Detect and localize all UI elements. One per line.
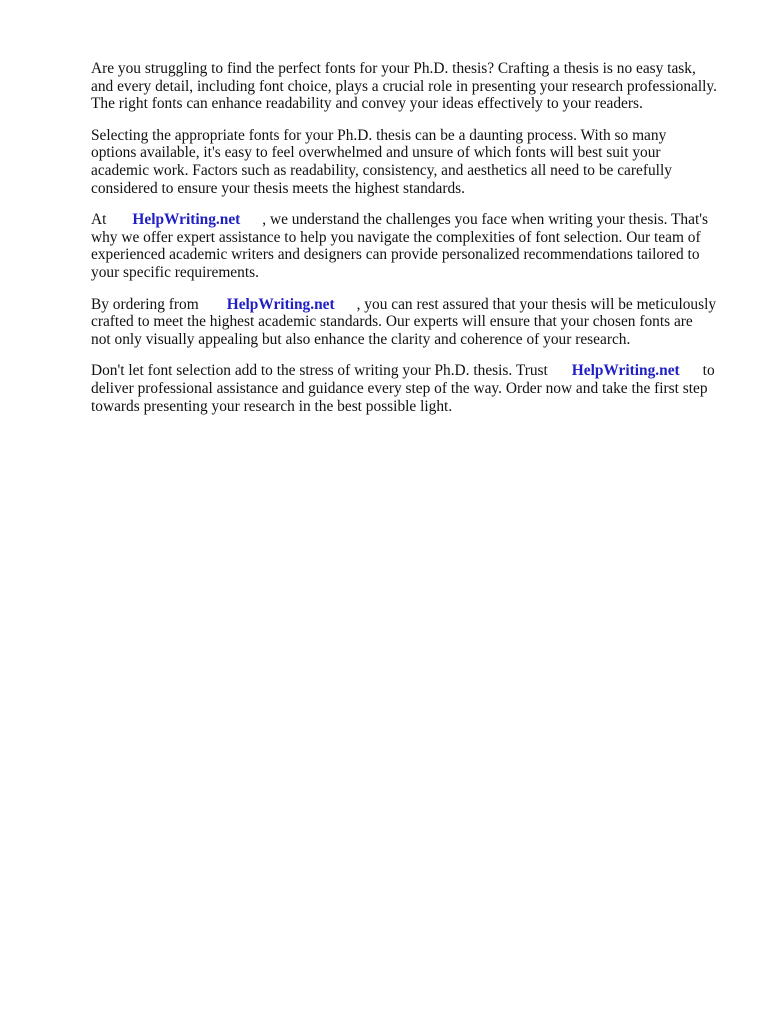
paragraph-trust: [91, 362, 731, 415]
text-fragment: Don't let font selection add to the stress of writing your Ph.D. thesis. Trust: [91, 362, 548, 380]
text-fragment: , we understand the challenges you face when writing your thesis. That's: [262, 211, 709, 229]
text-line: why we offer expert assistance to help you navigate the complexities of font selection. Our team of: [91, 228, 701, 246]
text-fragment: By ordering from: [91, 295, 199, 313]
helpwriting-link[interactable]: HelpWriting.net: [226, 295, 335, 313]
text-line: [91, 362, 731, 380]
text-line: The right fonts can enhance readability and convey your ideas effectively to your readers.: [91, 95, 643, 113]
helpwriting-link[interactable]: HelpWriting.net: [132, 211, 241, 229]
text-fragment: to: [702, 362, 715, 380]
text-line: options available, it's easy to feel overwhelmed and unsure of which fonts will best suit your: [91, 144, 661, 162]
text-line: [91, 296, 731, 314]
text-line: crafted to meet the highest academic standards. Our experts will ensure that your chosen fonts are: [91, 313, 693, 331]
text-line: experienced academic writers and designers can provide personalized recommendations tailored to: [91, 246, 700, 264]
text-fragment: , you can rest assured that your thesis will be meticulously: [356, 295, 717, 313]
helpwriting-link[interactable]: HelpWriting.net: [571, 362, 680, 380]
text-line: [91, 211, 731, 229]
text-line: and every detail, including font choice, plays a crucial role in presenting your research professionally.: [91, 77, 717, 95]
text-line: not only visually appealing but also enhance the clarity and coherence of your research.: [91, 330, 631, 348]
paragraph-ordering: [91, 296, 731, 349]
paragraph-at-helpwriting: [91, 211, 731, 281]
text-line: academic work. Factors such as readability, consistency, and aesthetics all need to be carefully: [91, 161, 672, 179]
text-line: deliver professional assistance and guidance every step of the way. Order now and take the first step: [91, 379, 708, 397]
text-line: Selecting the appropriate fonts for your Ph.D. thesis can be a daunting process. With so many: [91, 126, 667, 144]
paragraph-intro: [91, 60, 731, 113]
text-line: considered to ensure your thesis meets the highest standards.: [91, 179, 465, 197]
text-fragment: At: [91, 211, 107, 229]
document-page: [91, 60, 731, 429]
paragraph-selecting: [91, 127, 731, 197]
text-line: your specific requirements.: [91, 263, 259, 281]
text-line: towards presenting your research in the best possible light.: [91, 397, 453, 415]
text-line: Are you struggling to find the perfect fonts for your Ph.D. thesis? Crafting a thesis is no easy task,: [91, 60, 696, 77]
